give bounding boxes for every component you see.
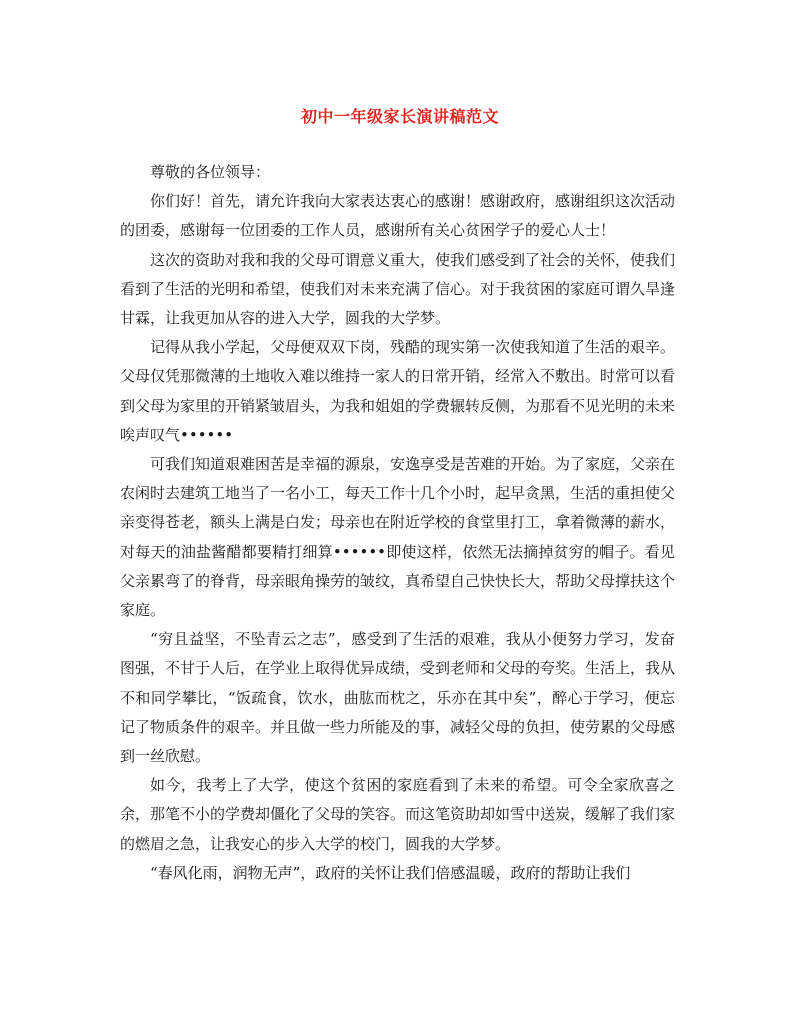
paragraph: “春风化雨，润物无声”，政府的关怀让我们倍感温暖，政府的帮助让我们	[150, 863, 631, 882]
paragraph: “穷且益坚，不坠青云之志”，感受到了生活的艰难，我从小便努力学习，发奋图强，不甘于人后，在学业上取得优异成绩，受到老师和父母的夸奖。生活上，我从不和同学攀比，“饭疏食，饮水，曲肱而枕之，乐亦在其中矣”，醉心于学习，便忘记了物质条件的艰辛。并且做一些力所能及的事，减轻父母的负担，使劳累的父母感到一丝欣慰。	[120, 630, 676, 766]
paragraph: 你们好！首先，请允许我向大家表达衷心的感谢！感谢政府，感谢组织这次活动的团委，感谢每一位团委的工作人员，感谢所有关心贫困学子的爱心人士！	[120, 192, 676, 240]
paragraph: 如今，我考上了大学，使这个贫困的家庭看到了未来的希望。可令全家欣喜之余，那笔不小的学费却僵化了父母的笑容。而这笔资助却如雪中送炭，缓解了我们家的燃眉之急，让我安心的步入大学的校门，圆我的大学梦。	[120, 776, 676, 853]
paragraph: 这次的资助对我和我的父母可谓意义重大，使我们感受到了社会的关怀，使我们看到了生活的光明和希望，使我们对未来充满了信心。对于我贫困的家庭可谓久旱逢甘霖，让我更加从容的进入大学，圆我的大学梦。	[120, 250, 676, 328]
paragraph: 记得从我小学起，父母便双双下岗，残酷的现实第一次使我知道了生活的艰辛。父母仅凭那微薄的土地收入难以维持一家人的日常开销，经常入不敷出。时常可以看到父母为家里的开销紧皱眉头，为我和姐姐的学费辗转反侧，为那看不见光明的未来唉声叹气••••••	[120, 338, 676, 444]
salutation: 尊敬的各位领导：	[150, 163, 271, 181]
document-title: 初中一年级家长演讲稿范文	[300, 107, 499, 126]
document-body	[120, 158, 675, 888]
paragraph: 可我们知道艰难困苦是幸福的源泉，安逸享受是苦难的开始。为了家庭，父亲在农闲时去建筑工地当了一名小工，每天工作十几个小时，起早贪黑，生活的重担使父亲变得苍老，额头上满是白发；母亲也在附近学校的食堂里打工，拿着微薄的薪水，对每天的油盐酱醋都要精打细算••••••即使这样，依然无法摘掉贫穷的帽子。看见父亲累弯了的脊背，母亲眼角操劳的皱纹，真希望自己快快长大，帮助父母撑扶这个家庭。	[120, 455, 676, 620]
